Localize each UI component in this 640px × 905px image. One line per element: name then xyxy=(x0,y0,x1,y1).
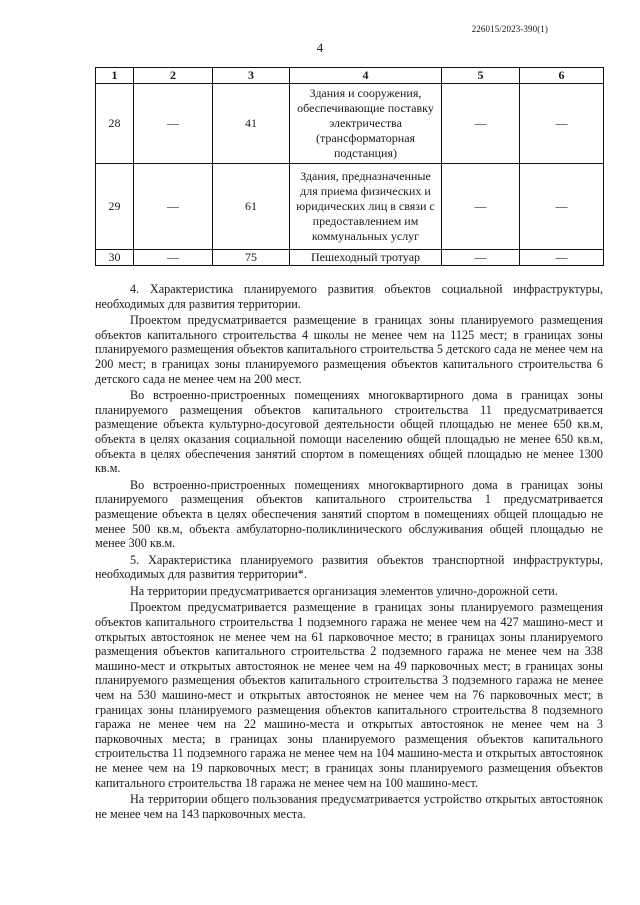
table-cell: 41 xyxy=(213,84,290,164)
section-heading-transport: 5. Характеристика планируемого развития объектов транспортной инфраструктуры, необходимых для развития территории*. xyxy=(95,552,603,582)
table-cell: — xyxy=(520,164,604,250)
table-cell: — xyxy=(442,250,520,266)
paragraph: На территории общего пользования предусматривается устройство открытых автостоянок не менее чем на 143 парковочных места. xyxy=(95,792,603,821)
column-header: 1 xyxy=(96,68,134,84)
paragraph: Проектом предусматривается размещение в границах зоны планируемого размещения объектов капитального строительства 1 подземного гаража не менее чем на 427 машино-мест и открытых автостоянок не менее чем на 61 парковочное место; в границах зоны планируемого размещения объектов капитального строительства 2 подземного гаража не менее чем на 338 машино-мест и открытых автостоянок не менее чем на 49 парковочных мест; в границах зоны планируемого размещения объектов капитального строительства 3 подземного гаража не менее чем на 530 машино-мест и открытых автостоянок не менее чем на 76 парковочных мест; в границах зоны планируемого размещения объектов капитального строительства 8 подземного гаража не менее чем на 22 машино-места и открытых автостоянок не менее чем на 3 парковочных места; в границах зоны планируемого размещения объектов капитального строительства 11 подземного гаража не менее чем на 104 машино-места и открытых автостоянок не менее чем на 19 парковочных мест; в границах зоны планируемого размещения объектов капитального строительства 18 гаража не менее чем на 100 машино-мест. xyxy=(95,600,603,790)
objects-table xyxy=(95,67,604,266)
column-header: 6 xyxy=(520,68,604,84)
table-cell: — xyxy=(134,84,213,164)
table-cell: Здания, предназначенные для приема физических и юридических лиц в связи с предоставлением им коммунальных услуг xyxy=(290,164,442,250)
table-cell: — xyxy=(442,164,520,250)
table-cell: Здания и сооружения, обеспечивающие поставку электричества (трансформаторная подстанция) xyxy=(290,84,442,164)
table-cell: — xyxy=(134,250,213,266)
paragraph: Проектом предусматривается размещение в границах зоны планируемого размещения объектов капитального строительства 4 школы не менее чем на 1125 мест; в границах зоны планируемого размещения объектов капитального строительства 5 детского сада не менее чем на 200 мест; в границах зоны планируемого размещения объектов капитального строительства 6 детского сада не менее чем на 200 мест. xyxy=(95,313,603,386)
table-cell: 29 xyxy=(96,164,134,250)
table-header-row xyxy=(96,68,604,84)
paragraph: На территории предусматривается организация элементов улично-дорожной сети. xyxy=(130,583,558,598)
table-row xyxy=(96,164,604,250)
section-heading-social: 4. Характеристика планируемого развития объектов социальной инфраструктуры, необходимых для развития территории. xyxy=(95,282,603,311)
column-header: 3 xyxy=(213,68,290,84)
table-cell: — xyxy=(442,84,520,164)
table-cell: 28 xyxy=(96,84,134,164)
table-cell: 75 xyxy=(213,250,290,266)
table-row xyxy=(96,84,604,164)
column-header: 5 xyxy=(442,68,520,84)
table-cell: — xyxy=(134,164,213,250)
paragraph: Во встроенно-пристроенных помещениях многоквартирного дома в границах зоны планируемого размещения объектов капитального строительства 11 предусматривается размещение объекта культурно-досуговой деятельности общей площадью не менее 650 кв.м, объекта в целях оказания социальной помощи населению общей площадью не менее 650 кв.м, объекта в целях обеспечения занятий спортом в помещениях общей площадью не менее 1300 кв.м. xyxy=(95,388,603,476)
column-header: 2 xyxy=(134,68,213,84)
table-cell: — xyxy=(520,84,604,164)
table-cell: — xyxy=(520,250,604,266)
table-cell: 61 xyxy=(213,164,290,250)
table-cell: 30 xyxy=(96,250,134,266)
document-body xyxy=(95,282,603,823)
page-number: 4 xyxy=(316,40,324,55)
column-header: 4 xyxy=(290,68,442,84)
table-cell: Пешеходный тротуар xyxy=(290,250,442,266)
paragraph: Во встроенно-пристроенных помещениях многоквартирного дома в границах зоны планируемого размещения объектов капитального строительства 1 предусматривается размещение объекта в целях обеспечения занятий спортом в помещениях общей площадью не менее 500 кв.м, объекта амбулаторно-поликлинического обслуживания общей площадью не менее 300 кв.м. xyxy=(95,477,603,551)
table-row xyxy=(96,250,604,266)
document-number: 226015/2023-390(1) xyxy=(471,24,548,34)
